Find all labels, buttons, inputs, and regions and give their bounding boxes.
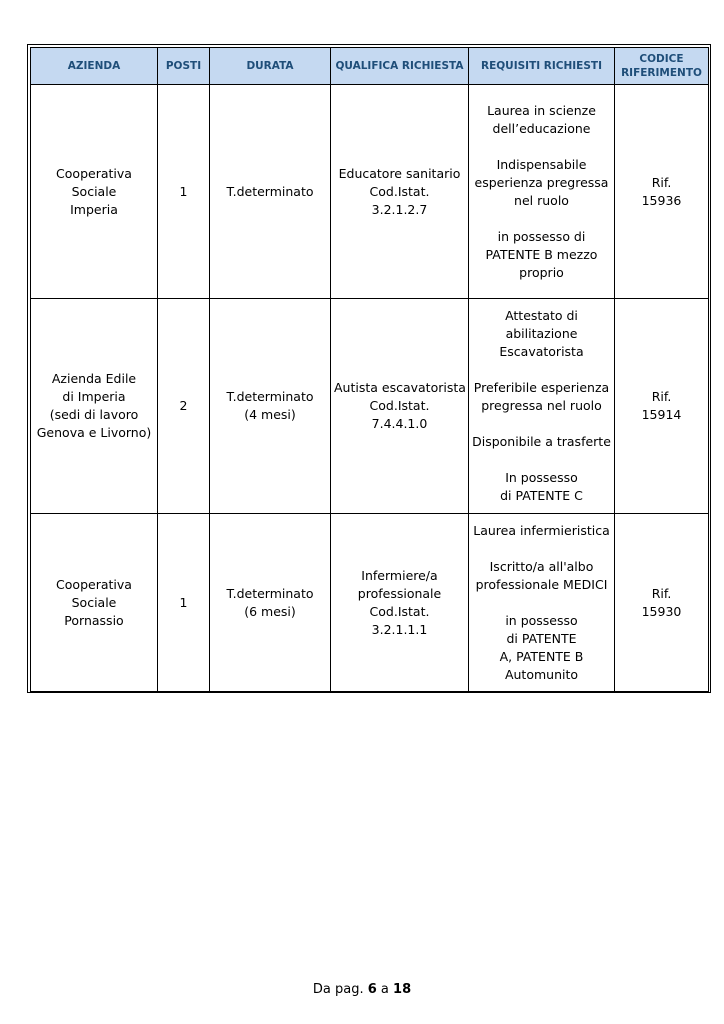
qualifica-line: Cod.Istat. — [369, 603, 430, 619]
requirement-line: proprio — [519, 264, 564, 280]
table-row — [31, 299, 709, 514]
requirement-line: in possesso di — [497, 228, 586, 244]
azienda-line: Cooperativa — [56, 165, 132, 181]
cell-requisiti — [469, 299, 615, 514]
footer-separator: a — [380, 982, 389, 997]
requirement-line: dell’educazione — [492, 120, 591, 136]
cell-durata — [210, 514, 331, 692]
footer-page-total: 18 — [393, 982, 412, 997]
cell-qualifica — [331, 85, 469, 299]
cell-codice — [615, 514, 709, 692]
codice-line: 15936 — [641, 192, 682, 208]
azienda-line: di Imperia — [62, 389, 126, 404]
posti-text: 1 — [179, 594, 188, 610]
requirement-line: esperienza pregressa — [474, 174, 609, 190]
requirement-line: di PATENTE C — [500, 488, 583, 503]
qualifica-line: professionale — [357, 585, 442, 601]
job-listing-frame — [27, 44, 711, 693]
header-azienda: AZIENDA — [31, 48, 158, 85]
requirement-line: pregressa nel ruolo — [481, 398, 602, 413]
table-row — [31, 85, 709, 299]
requirement-line: Iscritto/a all'albo — [489, 558, 594, 574]
qualifica-line: Cod.Istat. — [369, 183, 430, 199]
requirement-line: Laurea infermieristica — [473, 522, 610, 538]
cell-requisiti — [469, 85, 615, 299]
durata-line: T.determinato — [226, 585, 314, 601]
cell-posti — [158, 299, 210, 514]
azienda-line: Azienda Edile — [51, 371, 137, 386]
cell-requisiti — [469, 514, 615, 692]
azienda-line: Sociale — [71, 594, 117, 610]
requirement-line: di PATENTE — [506, 630, 577, 646]
posti-text: 1 — [179, 183, 188, 199]
durata-line: (6 mesi) — [244, 603, 296, 619]
qualifica-line: 3.2.1.2.7 — [371, 201, 428, 217]
codice-line: 15914 — [641, 407, 682, 422]
azienda-line: (sedi di lavoro — [49, 407, 139, 422]
header-codice — [615, 48, 709, 85]
header-requisiti: REQUISITI RICHIESTI — [469, 48, 615, 85]
requirement-line: PATENTE B mezzo — [485, 246, 598, 262]
azienda-line: Sociale — [71, 183, 117, 199]
requirement-line: abilitazione — [505, 326, 578, 341]
codice-line: Rif. — [651, 585, 672, 601]
header-codice-line-2: RIFERIMENTO — [621, 67, 702, 79]
requirement-line: in possesso — [505, 612, 578, 628]
cell-azienda — [31, 514, 158, 692]
cell-durata — [210, 299, 331, 514]
cell-codice — [615, 85, 709, 299]
cell-azienda — [31, 299, 158, 514]
cell-qualifica — [331, 514, 469, 692]
azienda-line: Imperia — [70, 201, 118, 217]
durata-line: T.determinato — [226, 389, 314, 404]
cell-qualifica — [331, 299, 469, 514]
azienda-line: Genova e Livorno) — [36, 425, 152, 440]
posti-text: 2 — [179, 398, 188, 413]
page-footer — [0, 982, 724, 997]
requirement-line: Attestato di — [505, 308, 578, 323]
qualifica-line: 7.4.4.1.0 — [371, 416, 428, 431]
table-row — [31, 514, 709, 692]
table-header-row — [31, 48, 709, 85]
cell-durata — [210, 85, 331, 299]
qualifica-line: Educatore sanitario — [338, 165, 461, 181]
durata-line: T.determinato — [226, 183, 314, 199]
job-listing-table — [30, 47, 709, 692]
requirement-line: Disponibile a trasferte — [472, 434, 611, 449]
requirement-line: In possesso — [505, 470, 578, 485]
footer-page-number: 6 — [367, 982, 377, 997]
requirement-line: A, PATENTE B — [499, 648, 584, 664]
requirement-line: nel ruolo — [514, 192, 569, 208]
requirement-line: Indispensabile — [496, 156, 587, 172]
azienda-line: Cooperativa — [56, 576, 132, 592]
codice-line: Rif. — [651, 389, 672, 404]
header-durata: DURATA — [210, 48, 331, 85]
header-posti: POSTI — [158, 48, 210, 85]
qualifica-line: Autista escavatorista — [334, 380, 466, 395]
requirement-line: Preferibile esperienza — [473, 380, 610, 395]
qualifica-line: 3.2.1.1.1 — [371, 621, 428, 637]
footer-prefix: Da pag. — [312, 982, 364, 997]
header-qualifica: QUALIFICA RICHIESTA — [331, 48, 469, 85]
header-codice-line-1: CODICE — [639, 53, 684, 65]
qualifica-line: Infermiere/a — [361, 567, 438, 583]
requirement-line: Escavatorista — [499, 344, 584, 359]
requirement-line: professionale MEDICI — [475, 576, 608, 592]
qualifica-line: Cod.Istat. — [369, 398, 430, 413]
cell-codice — [615, 299, 709, 514]
cell-posti — [158, 85, 210, 299]
requirement-line: Laurea in scienze — [487, 102, 596, 118]
requirement-line: Automunito — [504, 666, 579, 682]
azienda-line: Pornassio — [64, 612, 124, 628]
durata-line: (4 mesi) — [244, 407, 296, 422]
cell-posti — [158, 514, 210, 692]
codice-line: 15930 — [641, 603, 682, 619]
cell-azienda — [31, 85, 158, 299]
codice-line: Rif. — [651, 174, 672, 190]
